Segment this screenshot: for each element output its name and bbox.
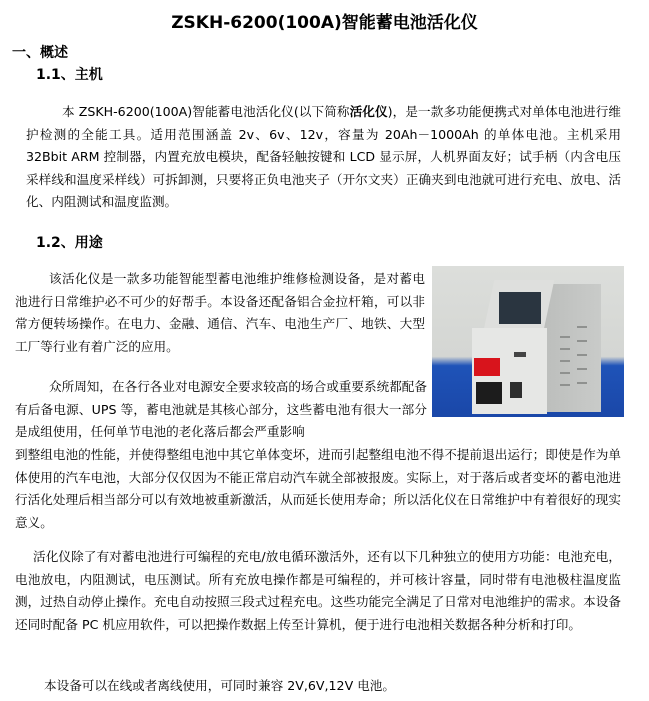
vent-slot [577, 354, 587, 356]
subsection-heading-host: 1.1、主机 [36, 67, 103, 83]
document-title: ZSKH-6200(100A)智能蓄电池活化仪 [171, 13, 478, 33]
vent-slot [577, 382, 587, 384]
bold-term: 活化仪 [349, 104, 388, 119]
vent-slot [560, 336, 570, 338]
device-black-terminal [476, 382, 502, 404]
device-lcd-screen [499, 292, 541, 324]
vent-slot [560, 372, 570, 374]
vent-slot [560, 384, 570, 386]
subsection-heading-usage: 1.2、用途 [36, 235, 103, 251]
vent-slot [560, 348, 570, 350]
vent-slot [577, 326, 587, 328]
paragraph-background-part2: 到整组电池的性能，并使得整组电池中其它单体变坏，进而引起整组电池不得不提前退出运行；即使是作为单体使用的汽车电池，大部分仅仅因为不能正常启动汽车就全部被报废。实际上，对于落后或者变坏的蓄电池进行活化处理后相当部分可以有效地被重新激活，从而延长使用寿命；所以活化仪在日常维护中有着很好的现实意义。 [15, 447, 621, 530]
text: )，是一款多功能便携式对单体电池进行维护检测的全能工具。适用范围涵盖 2v、6v、12v，容量为 20Ah－1000Ah 的单体电池。主机采用 32Bbit ARM 控制器，内置充放电模块，配备轻触按键和 LCD 显示屏，人机界面友好；试手柄（内含电压采样线和温度采样线）可拆卸测，只要将正负电池夹子（开尔文夹）正确夹到电池就可进行充电、放电、活化、内阻测试和温度监测。 [26, 104, 621, 210]
device-serial-port [514, 352, 526, 357]
paragraph-functions: 活化仪除了有对蓄电池进行可编程的充电/放电循环激活外，还有以下几种独立的使用方功能：电池充电，电池放电，内阻测试，电压测试。所有充放电操作都是可编程的，并可核计容量，同时带有电池极柱温度监测，过热自动停止操作。充电自动按照三段式过程充电。这些功能完全满足了日常对电池维护的需求。本设备还同时配备 PC 机应用软件，可以把操作数据上传至计算机，便于进行电池相关数据各种分析和打印。 [15, 549, 621, 632]
device-red-terminal [474, 358, 500, 376]
device-photo [432, 266, 624, 417]
paragraph-background-part1: 众所周知，在各行各业对电源安全要求较高的场合或重要系统都配备有后备电源、UPS 等，蓄电池就是其核心部分，这些蓄电池有很大一部分是成组使用，任何单节电池的老化落后都会严重影响 [15, 379, 427, 440]
vent-slot [577, 368, 587, 370]
section-heading-overview: 一、概述 [12, 45, 68, 61]
vent-slot [560, 360, 570, 362]
paragraph-usage-intro: 该活化仪是一款多功能智能型蓄电池维护维修检测设备，是对蓄电池进行日常维护必不可少的好帮手。本设备还配备铝合金拉杆箱，可以非常方便转场操作。在电力、金融、通信、汽车、电池生产厂、地铁、大型工厂等行业有着广泛的应用。 [15, 271, 425, 354]
text: 本 ZSKH-6200(100A)智能蓄电池活化仪(以下简称 [62, 104, 350, 119]
device-power-switch [510, 382, 522, 398]
vent-slot [577, 340, 587, 342]
paragraph-host-description [26, 101, 621, 214]
paragraph-compatibility: 本设备可以在线或者离线使用，可同时兼容 2V,6V,12V 电池。 [44, 678, 395, 693]
